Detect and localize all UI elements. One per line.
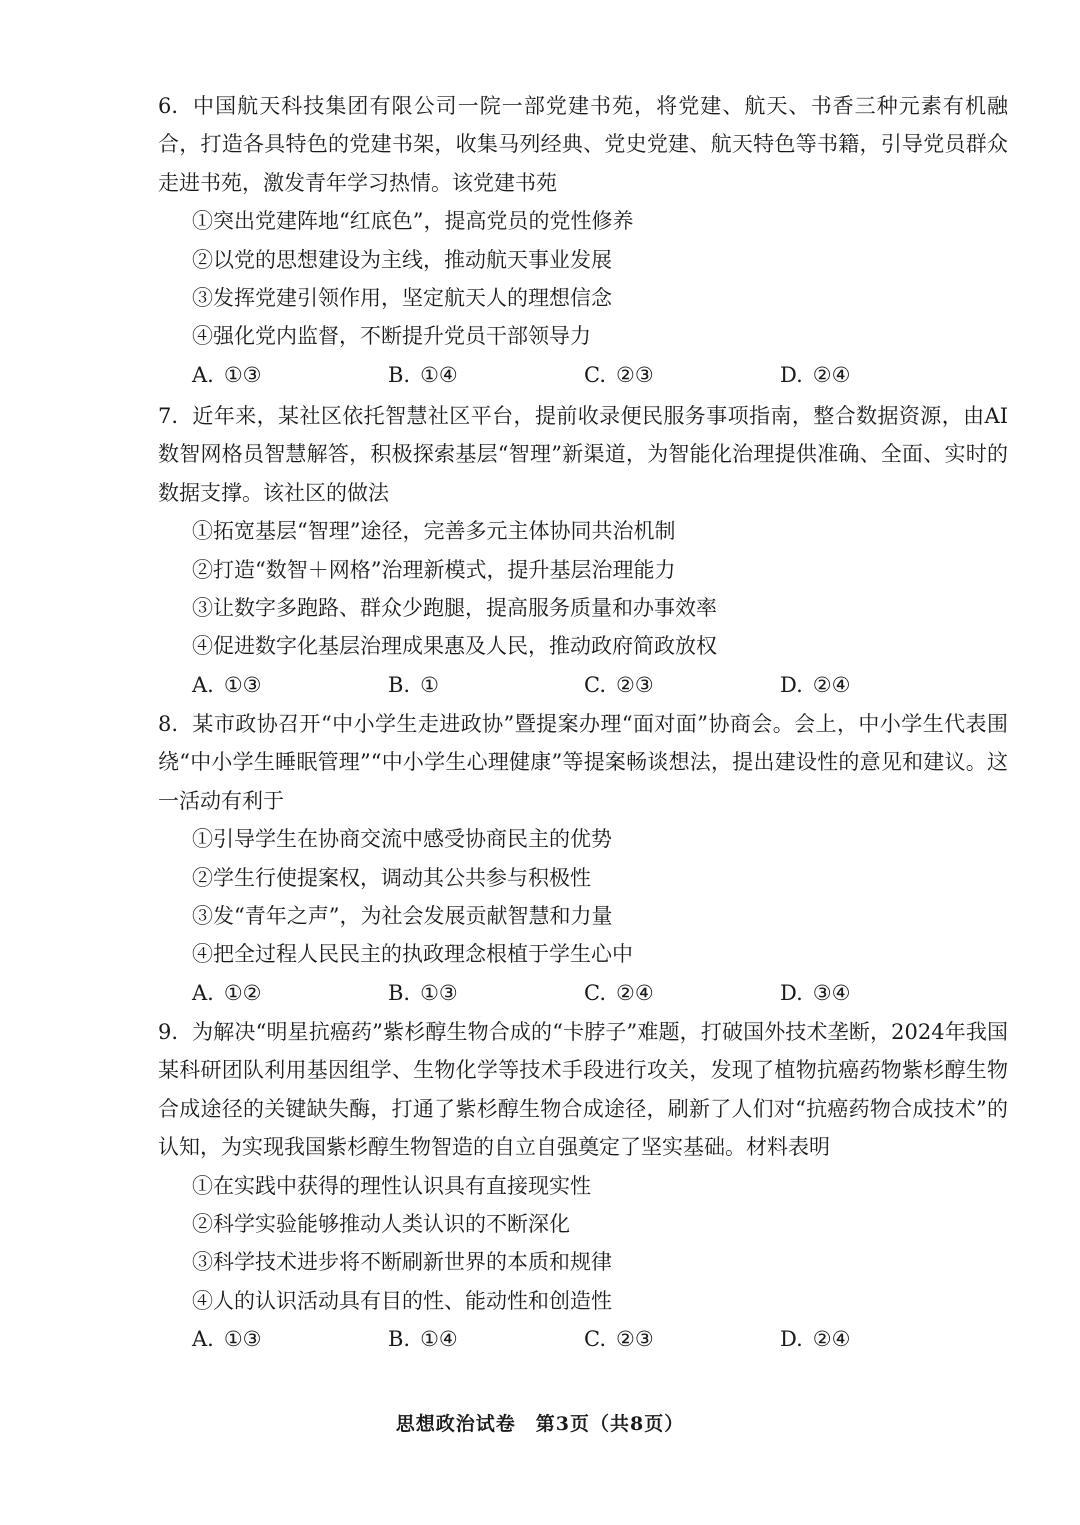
choice-letter: B. bbox=[388, 362, 411, 387]
statement-list bbox=[158, 202, 1008, 356]
question-8 bbox=[158, 705, 1008, 1012]
choice-text: ①③ bbox=[223, 362, 262, 387]
statement-3: ③让数字多跑路、群众少跑腿，提高服务质量和办事效率 bbox=[192, 596, 717, 621]
choice-text: ②④ bbox=[812, 672, 851, 697]
choice-text: ②④ bbox=[616, 980, 654, 1005]
choice-letter: A. bbox=[192, 980, 214, 1005]
choice-a bbox=[192, 356, 388, 394]
choice-letter: C. bbox=[584, 362, 606, 387]
question-text: 近年来，某社区依托智慧社区平台，提前收录便民服务事项指南，整合数据资源，由AI数智网格员智慧解答，积极探索基层“智理”新渠道，为智能化治理提供准确、全面、实时的数据支撑。该社区的做法 bbox=[158, 404, 1008, 505]
question-stem bbox=[158, 87, 1008, 202]
statement-2: ②学生行使提案权，调动其公共参与积极性 bbox=[192, 865, 591, 890]
question-number: 7. bbox=[158, 404, 179, 428]
choice-letter: C. bbox=[584, 672, 606, 697]
question-text: 中国航天科技集团有限公司一院一部党建书苑，将党建、航天、书香三种元素有机融合，打造各具特色的党建书架，收集马列经典、党史党建、航天特色等书籍，引导党员群众走进书苑，激发青年学习热情。该党建书苑 bbox=[158, 94, 1008, 195]
choice-text: ②④ bbox=[812, 362, 851, 387]
choice-d bbox=[780, 666, 976, 704]
choice-text: ②③ bbox=[616, 1327, 654, 1352]
choice-text: ①③ bbox=[223, 672, 262, 697]
choice-letter: D. bbox=[780, 672, 803, 697]
statement-4: ④强化党内监督，不断提升党员干部领导力 bbox=[192, 324, 591, 349]
question-text: 为解决“明星抗癌药”紫杉醇生物合成的“卡脖子”难题，打破国外技术垄断，2024年我国某科研团队利用基因组学、生物化学等技术手段进行攻关，发现了植物抗癌药物紫杉醇生物合成途径的关键缺失酶，打通了紫杉醇生物合成途径，刷新了人们对“抗癌药物合成技术”的认知，为实现我国紫杉醇生物智造的自立自强奠定了坚实基础。材料表明 bbox=[158, 1020, 1008, 1160]
statement-3: ③发“青年之声”，为社会发展贡献智慧和力量 bbox=[192, 904, 613, 929]
choice-text: ①③ bbox=[420, 980, 458, 1005]
statement-1: ①拓宽基层“智理”途径，完善多元主体协同共治机制 bbox=[192, 519, 676, 544]
choice-c bbox=[584, 666, 780, 704]
choice-text: ①④ bbox=[420, 362, 458, 387]
answer-choices bbox=[158, 974, 1008, 1012]
choice-b bbox=[388, 1320, 584, 1358]
choice-letter: A. bbox=[192, 1327, 214, 1352]
answer-choices bbox=[158, 1320, 1008, 1358]
choice-text: ① bbox=[420, 672, 439, 697]
choice-letter: C. bbox=[584, 1327, 606, 1352]
choice-text: ①④ bbox=[420, 1327, 458, 1352]
choice-letter: B. bbox=[388, 672, 411, 697]
choice-text: ②④ bbox=[812, 1327, 851, 1352]
choice-text: ②③ bbox=[616, 362, 654, 387]
choice-b bbox=[388, 356, 584, 394]
question-number: 6. bbox=[158, 94, 179, 118]
choice-letter: D. bbox=[780, 1327, 803, 1352]
choice-a bbox=[192, 974, 388, 1012]
choice-text: ①③ bbox=[223, 1327, 262, 1352]
question-number: 9. bbox=[158, 1020, 179, 1044]
choice-letter: B. bbox=[388, 1327, 411, 1352]
choice-d bbox=[780, 1320, 976, 1358]
statement-3: ③发挥党建引领作用，坚定航天人的理想信念 bbox=[192, 286, 612, 311]
answer-choices bbox=[158, 666, 1008, 704]
choice-text: ③④ bbox=[812, 980, 851, 1005]
answer-choices bbox=[158, 356, 1008, 394]
question-number: 8. bbox=[158, 712, 179, 736]
choice-text: ②③ bbox=[616, 672, 654, 697]
choice-text: ①② bbox=[223, 980, 262, 1005]
statement-1: ①在实践中获得的理性认识具有直接现实性 bbox=[192, 1173, 591, 1198]
statement-list bbox=[158, 512, 1008, 666]
choice-a bbox=[192, 1320, 388, 1358]
question-9 bbox=[158, 1013, 1008, 1359]
question-7 bbox=[158, 397, 1008, 704]
statement-3: ③科学技术进步将不断刷新世界的本质和规律 bbox=[192, 1250, 612, 1275]
page-footer: 思想政治试卷 第3页（共8页） bbox=[395, 1413, 685, 1435]
choice-letter: A. bbox=[192, 672, 214, 697]
choice-c bbox=[584, 1320, 780, 1358]
statement-1: ①引导学生在协商交流中感受协商民主的优势 bbox=[192, 827, 612, 852]
question-stem bbox=[158, 1013, 1008, 1167]
choice-letter: D. bbox=[780, 362, 803, 387]
statement-4: ④把全过程人民民主的执政理念根植于学生心中 bbox=[192, 942, 633, 967]
statement-4: ④促进数字化基层治理成果惠及人民，推动政府简政放权 bbox=[192, 634, 717, 659]
choice-letter: A. bbox=[192, 362, 214, 387]
choice-letter: B. bbox=[388, 980, 411, 1005]
statement-list bbox=[158, 1167, 1008, 1321]
statement-list bbox=[158, 820, 1008, 974]
choice-d bbox=[780, 974, 976, 1012]
question-text: 某市政协召开“中小学生走进政协”暨提案办理“面对面”协商会。会上，中小学生代表围绕“中小学生睡眠管理”“中小学生心理健康”等提案畅谈想法，提出建设性的意见和建议。这一活动有利于 bbox=[158, 712, 1008, 813]
statement-1: ①突出党建阵地“红底色”，提高党员的党性修养 bbox=[192, 209, 634, 234]
statement-4: ④人的认识活动具有目的性、能动性和创造性 bbox=[192, 1288, 612, 1313]
choice-letter: C. bbox=[584, 980, 606, 1005]
question-stem bbox=[158, 705, 1008, 820]
choice-d bbox=[780, 356, 976, 394]
choice-b bbox=[388, 666, 584, 704]
question-stem bbox=[158, 397, 1008, 512]
choice-letter: D. bbox=[780, 980, 803, 1005]
choice-c bbox=[584, 974, 780, 1012]
choice-c bbox=[584, 356, 780, 394]
statement-2: ②打造“数智＋网格”治理新模式，提升基层治理能力 bbox=[192, 557, 676, 582]
choice-a bbox=[192, 666, 388, 704]
statement-2: ②以党的思想建设为主线，推动航天事业发展 bbox=[192, 247, 612, 272]
question-6 bbox=[158, 87, 1008, 394]
choice-b bbox=[388, 974, 584, 1012]
statement-2: ②科学实验能够推动人类认识的不断深化 bbox=[192, 1212, 570, 1237]
